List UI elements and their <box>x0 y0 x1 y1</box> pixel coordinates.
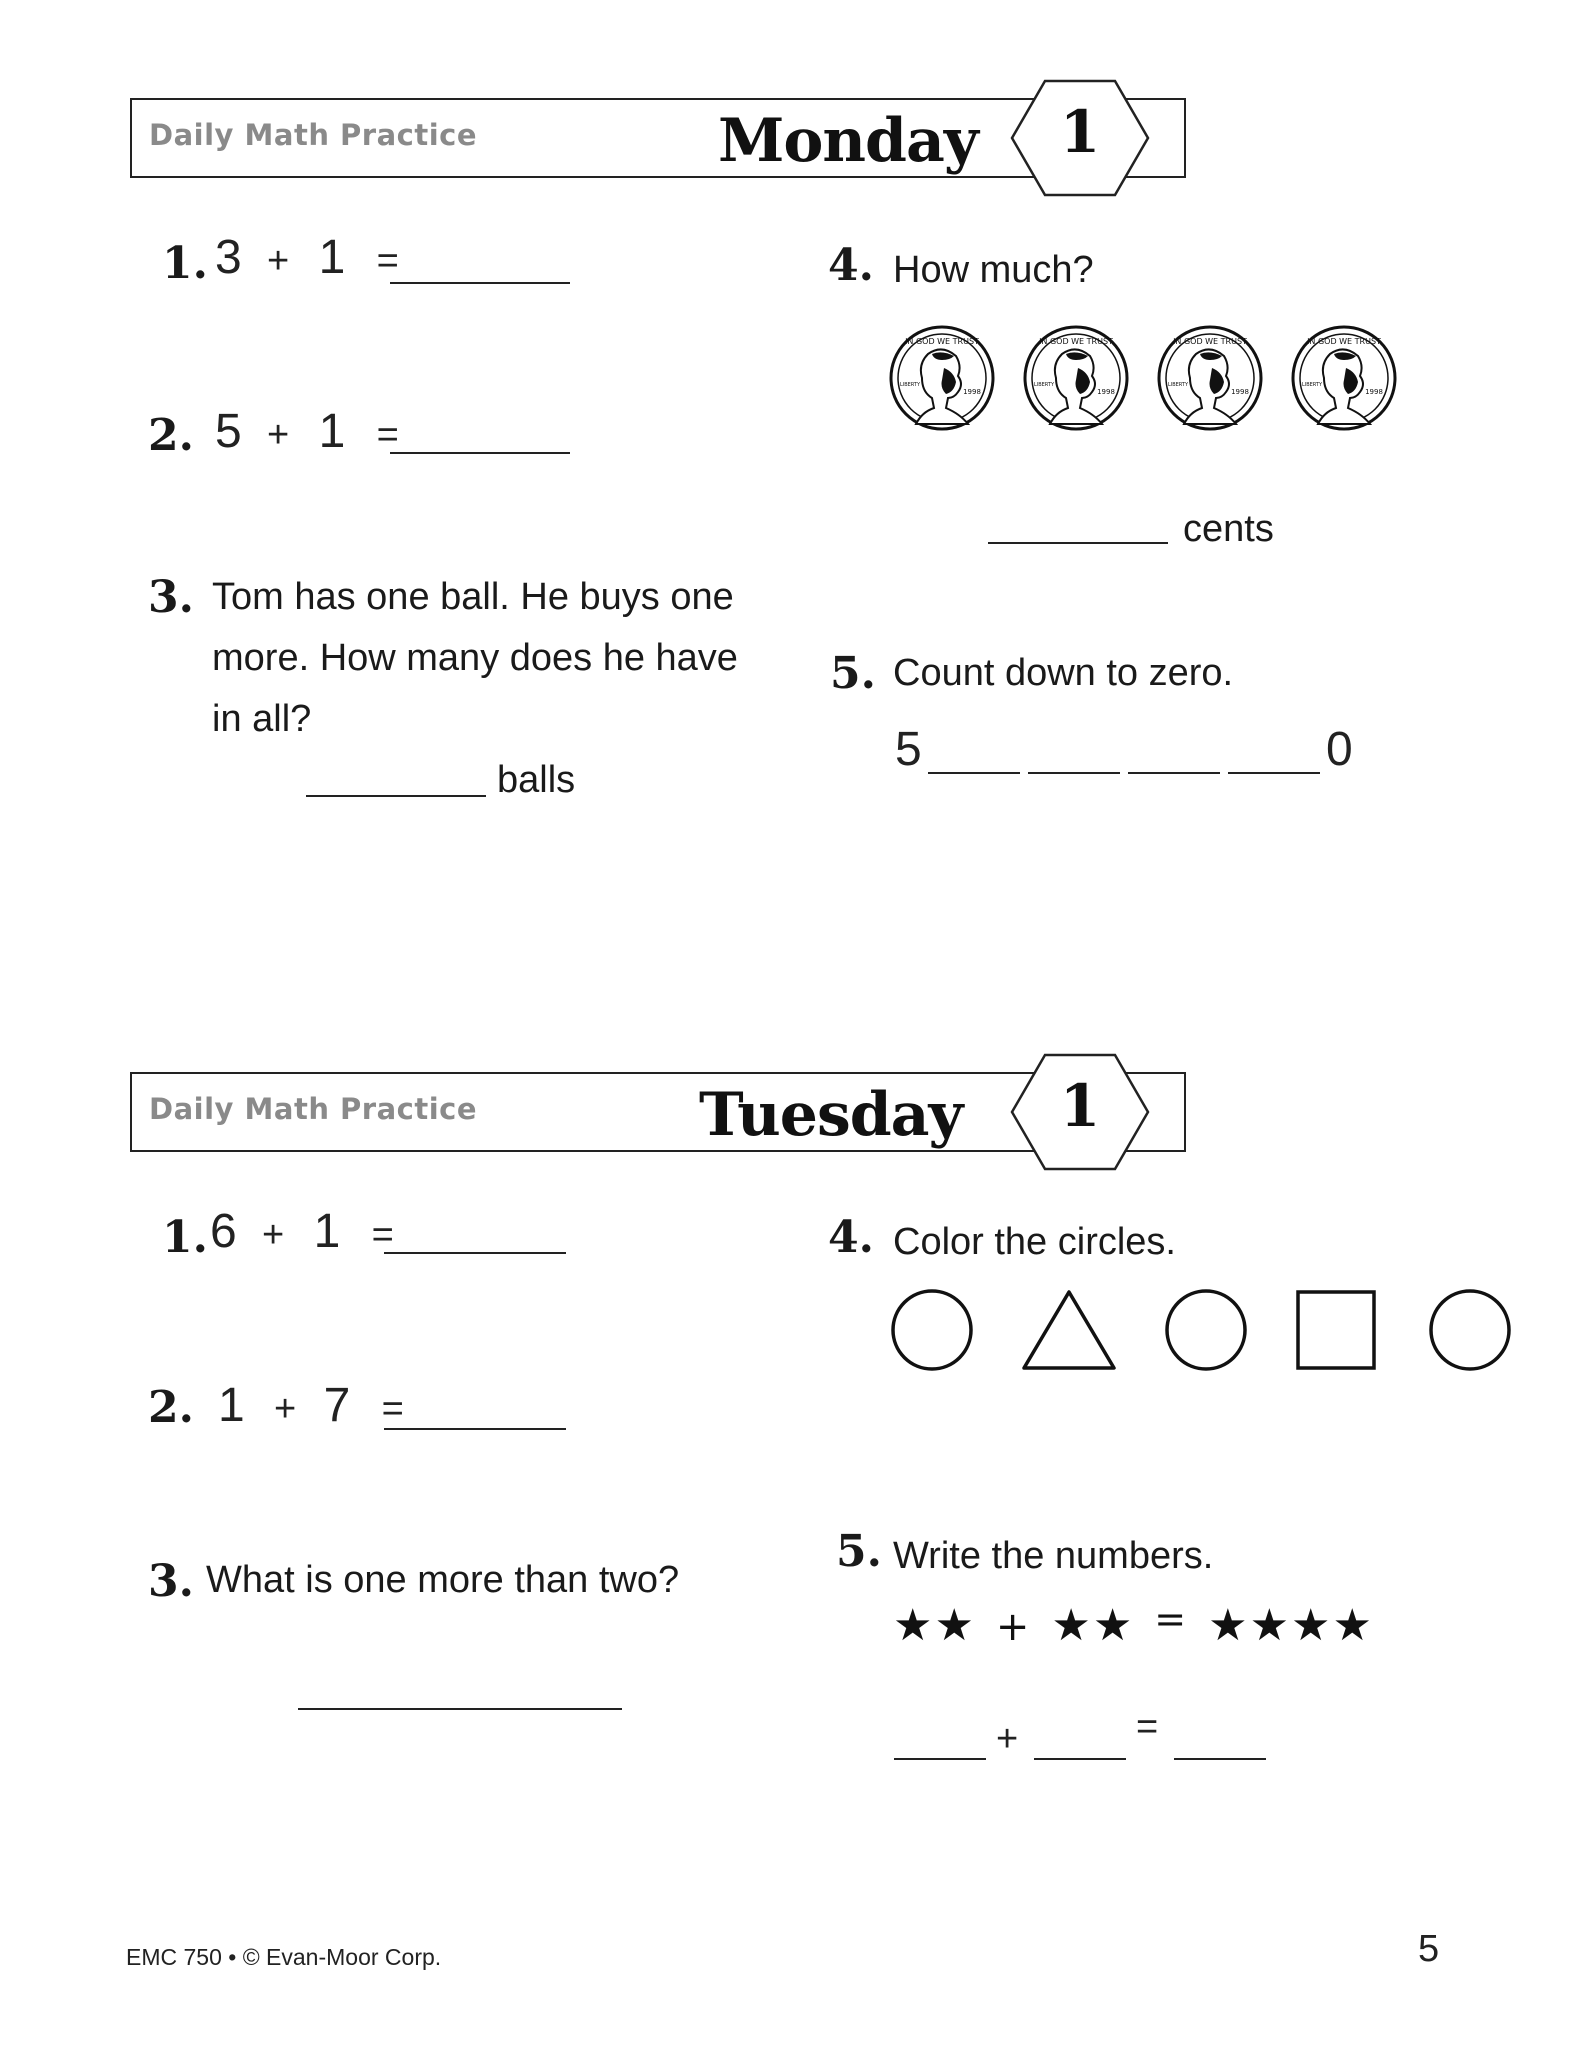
tuesday-q5-blank-3[interactable] <box>1174 1758 1266 1760</box>
coin-group <box>888 324 1402 432</box>
operand-a: 1 <box>218 1379 245 1432</box>
countdown-blank-4[interactable] <box>1228 772 1320 774</box>
equals-sign: = <box>381 1388 404 1430</box>
monday-week-badge <box>1010 78 1150 198</box>
tuesday-q3-answer-blank[interactable] <box>298 1708 622 1710</box>
equals-sign: = <box>1154 1597 1189 1641</box>
monday-q5-text: Count down to zero. <box>893 652 1234 694</box>
shape-circle-3[interactable] <box>1431 1291 1509 1369</box>
shape-triangle <box>1024 1292 1114 1368</box>
tuesday-week-badge <box>1010 1052 1150 1172</box>
tuesday-q5-blank-2[interactable] <box>1034 1758 1126 1760</box>
monday-q3-line3: in all? <box>212 698 312 740</box>
monday-q3-line2: more. How many does he have <box>212 637 738 679</box>
monday-q1-answer-blank[interactable] <box>390 282 570 284</box>
tuesday-q2-number: 2. <box>148 1382 194 1433</box>
tuesday-q2-answer-blank[interactable] <box>384 1428 566 1430</box>
tuesday-shape-row <box>890 1288 1514 1372</box>
tuesday-q3-number: 3. <box>148 1556 194 1607</box>
monday-q3-number: 3. <box>148 572 194 623</box>
plus-sign: + <box>267 414 290 456</box>
monday-q5-start: 5 <box>895 723 922 776</box>
plus-sign: + <box>262 1214 285 1256</box>
tuesday-q4-text: Color the circles. <box>893 1221 1176 1263</box>
page-number: 5 <box>1418 1928 1440 1970</box>
stars-total: ★★★★ <box>1208 1600 1374 1651</box>
tuesday-q3-text: What is one more than two? <box>206 1559 680 1601</box>
tuesday-q4-number: 4. <box>828 1212 874 1263</box>
operand-b: 1 <box>313 1205 341 1258</box>
tuesday-week-number: 1 <box>1059 1072 1101 1140</box>
monday-q1-equation <box>215 230 399 285</box>
monday-q4-answer-blank[interactable] <box>988 542 1168 544</box>
operand-b: 7 <box>323 1379 351 1432</box>
monday-q4-unit: cents <box>1183 508 1274 550</box>
shape-circle-1[interactable] <box>893 1291 971 1369</box>
countdown-blank-2[interactable] <box>1028 772 1120 774</box>
monday-q5-number: 5. <box>830 648 876 699</box>
monday-q4-number: 4. <box>828 240 874 291</box>
monday-q5-end: 0 <box>1326 723 1353 776</box>
operand-a: 5 <box>215 405 242 458</box>
tuesday-q5-blank-equals: = <box>1136 1706 1159 1748</box>
equals-sign: = <box>371 1214 394 1256</box>
stars-right: ★★ <box>1051 1600 1135 1651</box>
tuesday-q5-number: 5. <box>836 1526 882 1577</box>
tuesday-q5-star-equation <box>893 1597 1374 1651</box>
operand-a: 6 <box>210 1205 237 1258</box>
monday-q3-unit: balls <box>497 759 576 801</box>
tuesday-q1-answer-blank[interactable] <box>384 1252 566 1254</box>
equals-sign: = <box>376 414 399 456</box>
countdown-blank-3[interactable] <box>1128 772 1220 774</box>
stars-left: ★★ <box>893 1600 976 1651</box>
monday-brand: Daily Math Practice <box>149 118 478 152</box>
operand-a: 3 <box>215 231 242 284</box>
footer-credit: EMC 750 • © Evan-Moor Corp. <box>126 1944 442 1970</box>
equals-sign: = <box>376 240 399 282</box>
monday-q3-answer-blank[interactable] <box>306 795 486 797</box>
tuesday-q1-equation <box>210 1204 394 1259</box>
monday-q2-answer-blank[interactable] <box>390 452 570 454</box>
plus-sign: + <box>274 1388 297 1430</box>
operand-b: 1 <box>318 231 346 284</box>
penny-coin-4 <box>1293 327 1395 429</box>
penny-coin-3 <box>1159 327 1261 429</box>
tuesday-q5-blank-1[interactable] <box>894 1758 986 1760</box>
shape-circle-2[interactable] <box>1167 1291 1245 1369</box>
monday-day-title: Monday <box>718 106 978 176</box>
tuesday-q5-blank-plus: + <box>996 1718 1019 1760</box>
operand-b: 1 <box>318 405 346 458</box>
plus-sign: + <box>995 1604 1032 1650</box>
tuesday-brand: Daily Math Practice <box>149 1092 478 1126</box>
monday-q1-number: 1. <box>162 238 208 289</box>
tuesday-q1-number: 1. <box>162 1212 208 1263</box>
monday-q2-number: 2. <box>148 410 194 461</box>
monday-q3-line1: Tom has one ball. He buys one <box>212 576 734 618</box>
plus-sign: + <box>267 240 290 282</box>
tuesday-q2-equation <box>218 1378 404 1433</box>
penny-coin-1 <box>891 327 993 429</box>
monday-q4-text: How much? <box>893 249 1094 291</box>
penny-coin-2 <box>1025 327 1127 429</box>
monday-coin-row <box>888 324 1402 432</box>
monday-week-number: 1 <box>1059 98 1101 166</box>
tuesday-day-title: Tuesday <box>699 1080 963 1150</box>
monday-q2-equation <box>215 404 399 459</box>
tuesday-q5-text: Write the numbers. <box>893 1535 1214 1577</box>
countdown-blank-1[interactable] <box>928 772 1020 774</box>
shape-square <box>1298 1292 1374 1368</box>
